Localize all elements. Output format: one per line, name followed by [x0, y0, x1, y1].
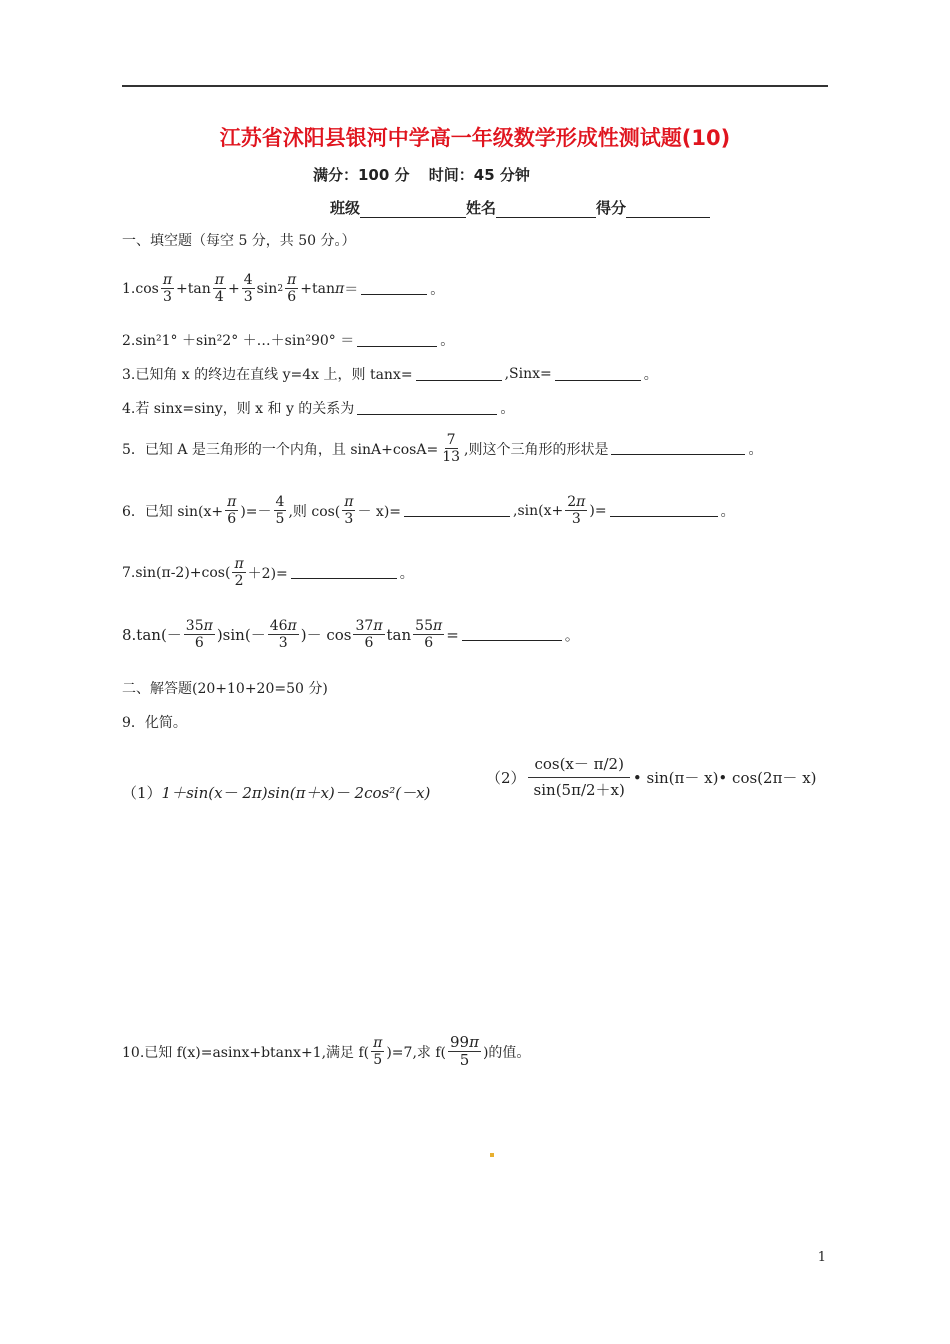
q8-text-e: = [446, 625, 459, 644]
q8-text-d: tan [386, 625, 412, 644]
q9-2-label: （2） [486, 769, 526, 788]
q7-end: 。 [399, 565, 414, 582]
grade-field[interactable] [626, 203, 710, 218]
question-10: 10.已知 f(x)=asinx+btanx+1,满足 f( $\frac{\pi}{5}$ )=7,求 f( $\frac{99\pi}{5}$ )的值。 [122, 1033, 531, 1070]
q3-blank-sin[interactable] [555, 368, 641, 381]
q5-text-b: ,则这个三角形的形状是 [464, 441, 609, 458]
q2-blank[interactable] [357, 334, 437, 347]
q1-end: 。 [430, 281, 445, 298]
q8-end: 。 [564, 626, 580, 645]
question-9-part-1 [122, 782, 430, 803]
q9-2-rest: • sin(π－ x)• cos(2π－ x) [632, 769, 817, 788]
q6-text-e: ,sin(x+ [513, 502, 564, 519]
q7-text-a: 7.sin(π-2)+cos( [122, 564, 231, 581]
q6-text-d: － x)= [357, 503, 402, 520]
q3-end: 。 [643, 367, 658, 383]
q9-1-label: （1） [122, 784, 162, 802]
page-title: 江苏省沭阳县银河中学高一年级数学形成性测试题(10) [219, 126, 731, 150]
q6-end: 。 [720, 503, 735, 520]
score-text: 满分：100 分 [313, 166, 410, 184]
student-info [330, 197, 710, 218]
q5-end: 。 [748, 441, 763, 458]
page-number: 1 [817, 1250, 826, 1265]
q1-blank[interactable] [361, 282, 427, 295]
name-field[interactable] [496, 203, 596, 218]
q7-text-b: ＋2)= [247, 565, 288, 582]
q4-end: 。 [500, 401, 515, 417]
q10-text-b: )=7,求 f( [386, 1044, 446, 1061]
q6-blank-sin[interactable] [610, 504, 718, 517]
grade-label: 得分 [596, 199, 627, 217]
exam-meta [313, 164, 544, 185]
q5-blank[interactable] [611, 442, 745, 455]
q8-text-b: )sin(－ [216, 626, 266, 645]
q3-text-a: 3.已知角 x 的终边在直线 y=4x 上，则 tanx= [122, 367, 413, 383]
q1-number: 1. [122, 280, 136, 297]
q8-text-c: )－ cos [300, 626, 352, 645]
q2-end: 。 [440, 333, 455, 349]
q2-text: 2.sin²1° ＋sin²2° ＋…＋sin²90° ＝ [122, 333, 355, 349]
q3-blank-tan[interactable] [416, 368, 502, 381]
question-7: 7.sin(π-2)+cos( $\frac{\pi}{2}$ ＋2)= 。 [122, 556, 414, 590]
question-5: 5．已知 A 是三角形的一个内角，且 sinA+cosA= $\frac{7}{13}$ ,则这个三角形的形状是 。 [122, 432, 763, 466]
q3-text-b: ,Sinx= [504, 366, 552, 382]
question-1: 1. cos $\frac{\pi}{3}$ +tan $\frac{\pi}{4}$ + $\frac{4}{3}$ sin 2 $\frac{\pi}{6}$ +tan π ＝ 。 [122, 272, 445, 306]
q6-text-c: ,则 cos( [288, 503, 341, 520]
q9-2-fraction [528, 752, 631, 804]
class-label: 班级 [330, 199, 361, 217]
q4-blank[interactable] [357, 402, 497, 415]
question-2 [122, 330, 454, 350]
q10-text-c: )的值。 [482, 1044, 531, 1061]
question-6: 6．已知 sin(x+ $\frac{\pi}{6}$ )=－ $\frac{4}{5}$ ,则 cos( $\frac{\pi}{3}$ － x)= ,sin(x+ $\frac{2\pi}{3}$ )= 。 [122, 494, 735, 528]
q8-text-a: 8.tan(－ [122, 626, 182, 645]
question-9-part-2 [486, 752, 817, 804]
name-label: 姓名 [466, 199, 497, 217]
question-4 [122, 398, 514, 418]
q6-blank-cos[interactable] [404, 504, 510, 517]
question-8: 8.tan(－ $\frac{35\pi}{6}$ )sin(－ $\frac{46\pi}{3}$ )－ cos $\frac{37\pi}{6}$ tan $\frac{55\pi}{6}$ = 。 [122, 618, 580, 652]
question-9: 9．化简。 [122, 715, 187, 731]
q9-2-numerator: cos(x－ π/2) [528, 752, 630, 778]
q8-blank[interactable] [462, 628, 562, 641]
time-text: 时间：45 分钟 [428, 166, 530, 184]
q5-text-a: 5．已知 A 是三角形的一个内角，且 sinA+cosA= [122, 441, 439, 458]
section-1-heading: 一、填空题（每空 5 分，共 50 分。） [122, 233, 356, 249]
q6-text-f: )= [589, 502, 607, 519]
stray-mark [490, 1153, 494, 1157]
q6-text-b: )=－ [240, 503, 272, 520]
q9-2-denominator: sin(5π/2＋x) [533, 781, 625, 800]
q6-text-a: 6．已知 sin(x+ [122, 503, 224, 520]
class-field[interactable] [360, 203, 466, 218]
top-rule [122, 85, 828, 87]
q9-1-expression: 1＋sin(x－ 2π)sin(π＋x)－ 2cos²(－x) [161, 784, 431, 802]
question-3 [122, 364, 658, 384]
section-2-heading: 二、解答题(20+10+20=50 分) [122, 681, 328, 697]
q4-text: 4.若 sinx=siny，则 x 和 y 的关系为 [122, 401, 355, 417]
q10-text-a: 10.已知 f(x)=asinx+btanx+1,满足 f( [122, 1044, 370, 1061]
q7-blank[interactable] [291, 566, 397, 579]
